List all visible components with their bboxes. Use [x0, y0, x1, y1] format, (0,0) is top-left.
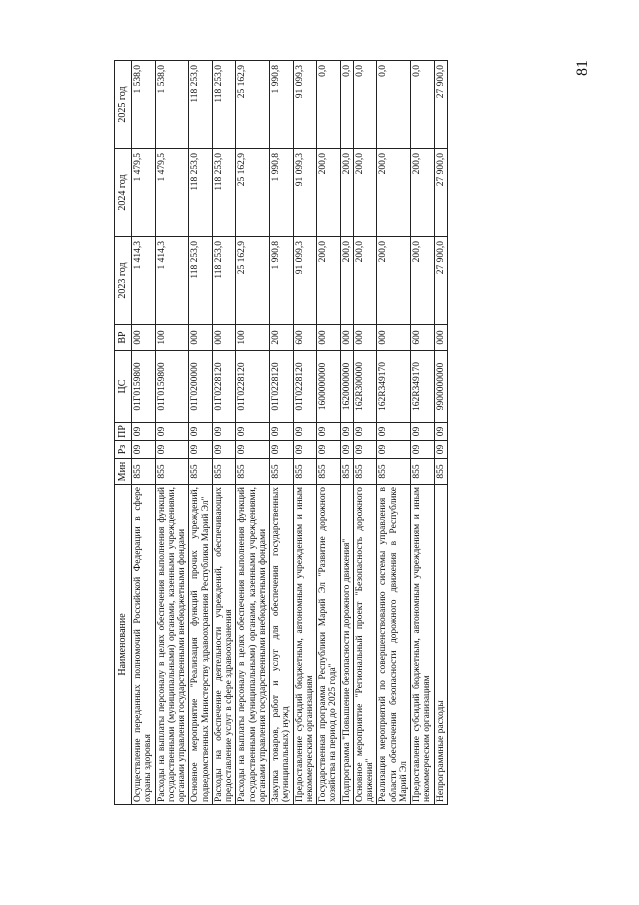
row-value-2025: 0,0: [377, 61, 411, 149]
row-min: 855: [155, 459, 189, 485]
row-value-2025: 0,0: [317, 61, 341, 149]
row-value-2024: 27 900,0: [434, 149, 447, 237]
row-vr: 000: [212, 325, 236, 351]
row-pr: 09: [411, 423, 435, 441]
row-min: 855: [189, 459, 213, 485]
row-vr: 100: [236, 325, 270, 351]
table-header-row: [115, 61, 132, 805]
row-value-2024: 200,0: [353, 149, 377, 237]
header-2025: 2025 год: [115, 61, 132, 149]
row-value-2024: 1 990,8: [270, 149, 294, 237]
row-pr: 09: [212, 423, 236, 441]
table-row: [189, 61, 213, 805]
row-name: Расходы на выплаты персоналу в целях обеспечения выполнения функций государственными (муниципальными) органами, казенными учреждениями, органами управления государственными внебюджетными фондами: [155, 485, 189, 805]
row-value-2023: 118 253,0: [189, 237, 213, 325]
row-pr: 09: [434, 423, 447, 441]
table-row: [377, 61, 411, 805]
row-min: 855: [212, 459, 236, 485]
row-min: 855: [270, 459, 294, 485]
row-value-2025: 91 099,3: [293, 61, 317, 149]
row-name: Государственная программа Республики Марий Эл "Развитие дорожного хозяйства на период до 2025 года": [317, 485, 341, 805]
row-min: 855: [317, 459, 341, 485]
row-name: Расходы на обеспечение деятельности учреждений, обеспечивающих предоставление услуг в сфере здравоохранения: [212, 485, 236, 805]
row-vr: 000: [377, 325, 411, 351]
row-value-2024: 1 479,5: [132, 149, 156, 237]
row-min: 855: [377, 459, 411, 485]
row-value-2023: 200,0: [340, 237, 353, 325]
row-rz: 09: [155, 441, 189, 459]
row-rz: 09: [212, 441, 236, 459]
row-value-2024: 200,0: [377, 149, 411, 237]
row-vr: 600: [411, 325, 435, 351]
row-rz: 09: [132, 441, 156, 459]
row-value-2023: 27 900,0: [434, 237, 447, 325]
header-min: Мин: [115, 459, 132, 485]
row-rz: 09: [189, 441, 213, 459]
budget-table: [114, 60, 448, 805]
row-pr: 09: [377, 423, 411, 441]
row-value-2024: 91 099,3: [293, 149, 317, 237]
row-cs: 01Г0228120: [270, 351, 294, 423]
row-value-2024: 1 479,5: [155, 149, 189, 237]
row-min: 855: [353, 459, 377, 485]
row-value-2023: 1 414,3: [132, 237, 156, 325]
header-rz: Рз: [115, 441, 132, 459]
table-row: [132, 61, 156, 805]
row-name: Подпрограмма "Повышение безопасности дорожного движения": [340, 485, 353, 805]
row-name: Непрограммные расходы: [434, 485, 447, 805]
row-value-2023: 91 099,3: [293, 237, 317, 325]
table-row: [236, 61, 270, 805]
row-rz: 09: [236, 441, 270, 459]
row-name: Предоставление субсидий бюджетным, автономным учреждениям и иным некоммерческим организациям: [411, 485, 435, 805]
row-rz: 09: [353, 441, 377, 459]
row-value-2024: 25 162,9: [236, 149, 270, 237]
table-row: [155, 61, 189, 805]
row-value-2023: 118 253,0: [212, 237, 236, 325]
row-cs: 162R300000: [353, 351, 377, 423]
row-rz: 09: [434, 441, 447, 459]
row-pr: 09: [132, 423, 156, 441]
table-row: [317, 61, 341, 805]
header-2024: 2024 год: [115, 149, 132, 237]
row-value-2023: 25 162,9: [236, 237, 270, 325]
table-row: [270, 61, 294, 805]
row-value-2024: 118 253,0: [212, 149, 236, 237]
row-value-2025: 1 538,0: [132, 61, 156, 149]
row-vr: 000: [353, 325, 377, 351]
table-row: [293, 61, 317, 805]
row-value-2023: 1 990,8: [270, 237, 294, 325]
row-value-2025: 0,0: [353, 61, 377, 149]
table-row: [411, 61, 435, 805]
row-value-2023: 200,0: [353, 237, 377, 325]
row-vr: 000: [189, 325, 213, 351]
row-rz: 09: [377, 441, 411, 459]
row-pr: 09: [236, 423, 270, 441]
row-min: 855: [293, 459, 317, 485]
row-value-2025: 25 162,9: [236, 61, 270, 149]
row-cs: 162R349170: [377, 351, 411, 423]
row-pr: 09: [189, 423, 213, 441]
row-min: 855: [340, 459, 353, 485]
row-min: 855: [411, 459, 435, 485]
header-name: Наименование: [115, 485, 132, 805]
row-value-2025: 118 253,0: [189, 61, 213, 149]
row-cs: 1600000000: [317, 351, 341, 423]
row-rz: 09: [317, 441, 341, 459]
row-value-2024: 200,0: [411, 149, 435, 237]
row-value-2025: 0,0: [411, 61, 435, 149]
row-vr: 200: [270, 325, 294, 351]
row-value-2025: 1 538,0: [155, 61, 189, 149]
row-cs: 01Г0200000: [189, 351, 213, 423]
row-name: Расходы на выплаты персоналу в целях обеспечения выполнения функций государственными (муниципальными) органами, казенными учреждениями, органами управления государственными внебюджетными фондами: [236, 485, 270, 805]
row-pr: 09: [317, 423, 341, 441]
row-cs: 01Г0159800: [132, 351, 156, 423]
row-value-2025: 1 990,8: [270, 61, 294, 149]
row-value-2023: 1 414,3: [155, 237, 189, 325]
row-name: Предоставление субсидий бюджетным, автономным учреждениям и иным некоммерческим организациям: [293, 485, 317, 805]
row-min: 855: [236, 459, 270, 485]
row-value-2025: 118 253,0: [212, 61, 236, 149]
row-cs: 01Г0228120: [293, 351, 317, 423]
row-value-2023: 200,0: [377, 237, 411, 325]
row-pr: 09: [270, 423, 294, 441]
row-pr: 09: [293, 423, 317, 441]
header-vr: ВР: [115, 325, 132, 351]
row-name: Осуществление переданных полномочий Российской Федерации в сфере охраны здоровья: [132, 485, 156, 805]
header-cs: ЦС: [115, 351, 132, 423]
row-rz: 09: [293, 441, 317, 459]
row-vr: 000: [132, 325, 156, 351]
row-rz: 09: [340, 441, 353, 459]
row-value-2023: 200,0: [317, 237, 341, 325]
row-cs: 1620000000: [340, 351, 353, 423]
row-name: Основное мероприятие "Реализация функций прочих учреждений, подведомственных Министерству здравоохранения Республики Марий Эл": [189, 485, 213, 805]
row-cs: 01Г0228120: [212, 351, 236, 423]
row-value-2024: 200,0: [317, 149, 341, 237]
row-pr: 09: [353, 423, 377, 441]
header-pr: ПР: [115, 423, 132, 441]
row-min: 855: [434, 459, 447, 485]
row-vr: 000: [434, 325, 447, 351]
row-cs: 9900000000: [434, 351, 447, 423]
row-value-2025: 27 900,0: [434, 61, 447, 149]
row-min: 855: [132, 459, 156, 485]
row-pr: 09: [340, 423, 353, 441]
row-pr: 09: [155, 423, 189, 441]
row-value-2024: 118 253,0: [189, 149, 213, 237]
row-cs: 162R349170: [411, 351, 435, 423]
header-2023: 2023 год: [115, 237, 132, 325]
table-body: [132, 61, 448, 805]
row-vr: 000: [317, 325, 341, 351]
table-row: [353, 61, 377, 805]
row-value-2024: 200,0: [340, 149, 353, 237]
row-value-2023: 200,0: [411, 237, 435, 325]
row-cs: 01Г0228120: [236, 351, 270, 423]
row-name: Закупка товаров, работ и услуг для обеспечения государственных (муниципальных) нужд: [270, 485, 294, 805]
row-vr: 000: [340, 325, 353, 351]
row-name: Реализация мероприятий по совершенствованию системы управления в области обеспечения безопасности дорожного движения в Республике Марий Эл: [377, 485, 411, 805]
row-rz: 09: [270, 441, 294, 459]
table-row: [340, 61, 353, 805]
row-value-2025: 0,0: [340, 61, 353, 149]
row-vr: 100: [155, 325, 189, 351]
row-vr: 600: [293, 325, 317, 351]
page-number: 81: [574, 60, 591, 76]
row-cs: 01Г0159800: [155, 351, 189, 423]
table-row: [434, 61, 447, 805]
row-rz: 09: [411, 441, 435, 459]
row-name: Основное мероприятие "Региональный проект "Безопасность дорожного движения": [353, 485, 377, 805]
table-row: [212, 61, 236, 805]
